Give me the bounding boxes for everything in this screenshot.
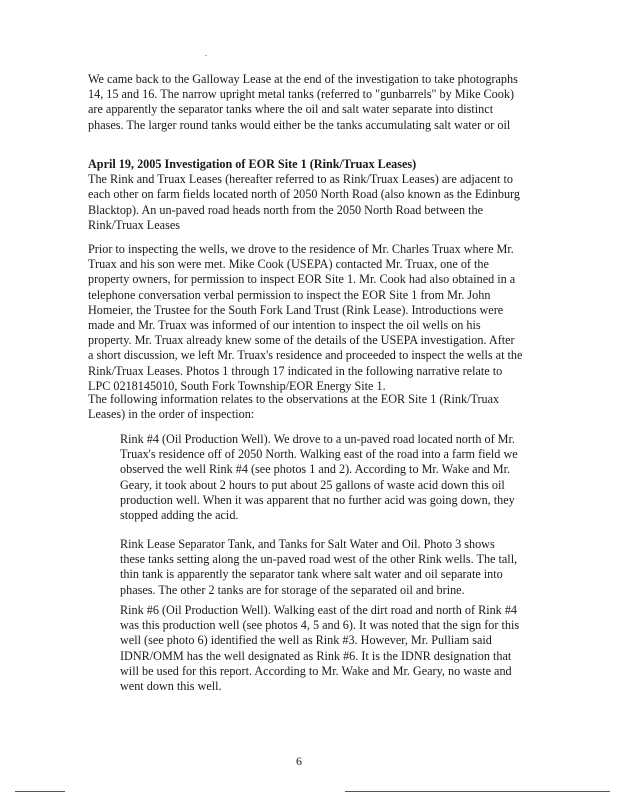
text-line: phases. The larger round tanks would either be the tanks accumulating salt water or oil xyxy=(88,117,511,132)
paragraph-truax-residence xyxy=(88,242,540,394)
text-line: made and Mr. Truax was informed of our intention to inspect the oil wells on his xyxy=(88,318,481,333)
paragraph-rink-6 xyxy=(120,603,540,694)
text-line: well (see photo 6) identified the well as Rink #3. However, Mr. Pulliam said xyxy=(120,633,492,648)
page-number: 6 xyxy=(296,754,302,768)
text-line: are apparently the separator tanks where the oil and salt water separate into distinct xyxy=(88,102,494,117)
text-line: We came back to the Galloway Lease at the end of the investigation to take photographs xyxy=(88,72,518,86)
text-line: Rink Lease Separator Tank, and Tanks for Salt Water and Oil. Photo 3 shows xyxy=(120,537,495,551)
text-line: telephone conversation verbal permission to inspect the EOR Site 1 from Mr. John xyxy=(88,287,491,302)
text-line: 14, 15 and 16. The narrow upright metal tanks (referred to "gunbarrels" by Mike Cook) xyxy=(88,87,515,102)
text-line: Prior to inspecting the wells, we drove to the residence of Mr. Charles Truax where Mr. xyxy=(88,242,514,256)
text-line: was this production well (see photos 4, 5 and 6). It was noted that the sign for this xyxy=(120,618,520,633)
text-line: property owners, for permission to inspect EOR Site 1. Mr. Cook had also obtained in a xyxy=(88,272,516,287)
footer-rule-left xyxy=(15,791,65,792)
text-line: Blacktop). An un-paved road heads north from the 2050 North Road between the xyxy=(88,202,483,217)
text-line: Rink/Truax Leases xyxy=(88,217,180,232)
text-line: The Rink and Truax Leases (hereafter referred to as Rink/Truax Leases) are adjacent to xyxy=(88,172,513,187)
text-line: Rink #4 (Oil Production Well). We drove to a un-paved road located north of Mr. xyxy=(120,432,515,446)
text-line: stopped adding the acid. xyxy=(120,508,239,523)
text-line: Truax and his son were met. Mike Cook (USEPA) contacted Mr. Truax, one of the xyxy=(88,257,489,272)
text-line: Geary, it took about 2 hours to put about 25 gallons of waste acid down this oil xyxy=(120,477,505,492)
text-line: each other on farm fields located north of 2050 North Road (also known as the Edinburg xyxy=(88,187,520,202)
text-line: these tanks setting along the un-paved road west of the other Rink wells. The tall, xyxy=(120,552,518,567)
text-line: Rink/Truax Leases. Photos 1 through 17 indicated in the following narrative relate to xyxy=(88,363,503,378)
paragraph-galloway-lease xyxy=(88,72,540,133)
paragraph-rink-4 xyxy=(120,432,540,523)
paragraph-separator-tanks xyxy=(120,537,540,598)
text-line: Homeier, the Trustee for the South Fork Land Trust (Rink Lease). Introductions were xyxy=(88,302,504,317)
text-line: The following information relates to the observations at the EOR Site 1 (Rink/Truax xyxy=(88,392,500,406)
text-line: thin tank is apparently the separator tank where salt water and oil separate into xyxy=(120,567,503,582)
text-line: LPC 0218145010, South Fork Township/EOR Energy Site 1. xyxy=(88,378,386,393)
text-line: Rink #6 (Oil Production Well). Walking east of the dirt road and north of Rink #4 xyxy=(120,603,518,617)
text-line: production well. When it was apparent that no further acid was going down, they xyxy=(120,492,515,507)
text-line: IDNR/OMM has the well designated as Rink #6. It is the IDNR designation that xyxy=(120,648,512,663)
text-line: observed the well Rink #4 (see photos 1 and 2). According to Mr. Wake and Mr. xyxy=(120,462,511,477)
text-line: went down this well. xyxy=(120,679,222,694)
text-line: phases. The other 2 tanks are for storage of the separated oil and brine. xyxy=(120,582,465,597)
text-line: Truax's residence off of 2050 North. Walking east of the road into a farm field we xyxy=(120,447,518,462)
scan-mark: . xyxy=(205,49,207,58)
footer-rule-right xyxy=(345,791,610,792)
text-line: Leases) in the order of inspection: xyxy=(88,407,255,422)
text-line: will be used for this report. According to Mr. Wake and Mr. Geary, no waste and xyxy=(120,663,512,678)
paragraph-observations-intro xyxy=(88,392,540,422)
text-line: property. Mr. Truax already knew some of the details of the USEPA investigation. After xyxy=(88,333,515,348)
text-line: a short discussion, we left Mr. Truax's residence and proceeded to inspect the wells at the xyxy=(88,348,523,363)
paragraph-eor-site-intro xyxy=(88,157,540,233)
section-heading: April 19, 2005 Investigation of EOR Site 1 (Rink/Truax Leases) xyxy=(88,157,417,171)
